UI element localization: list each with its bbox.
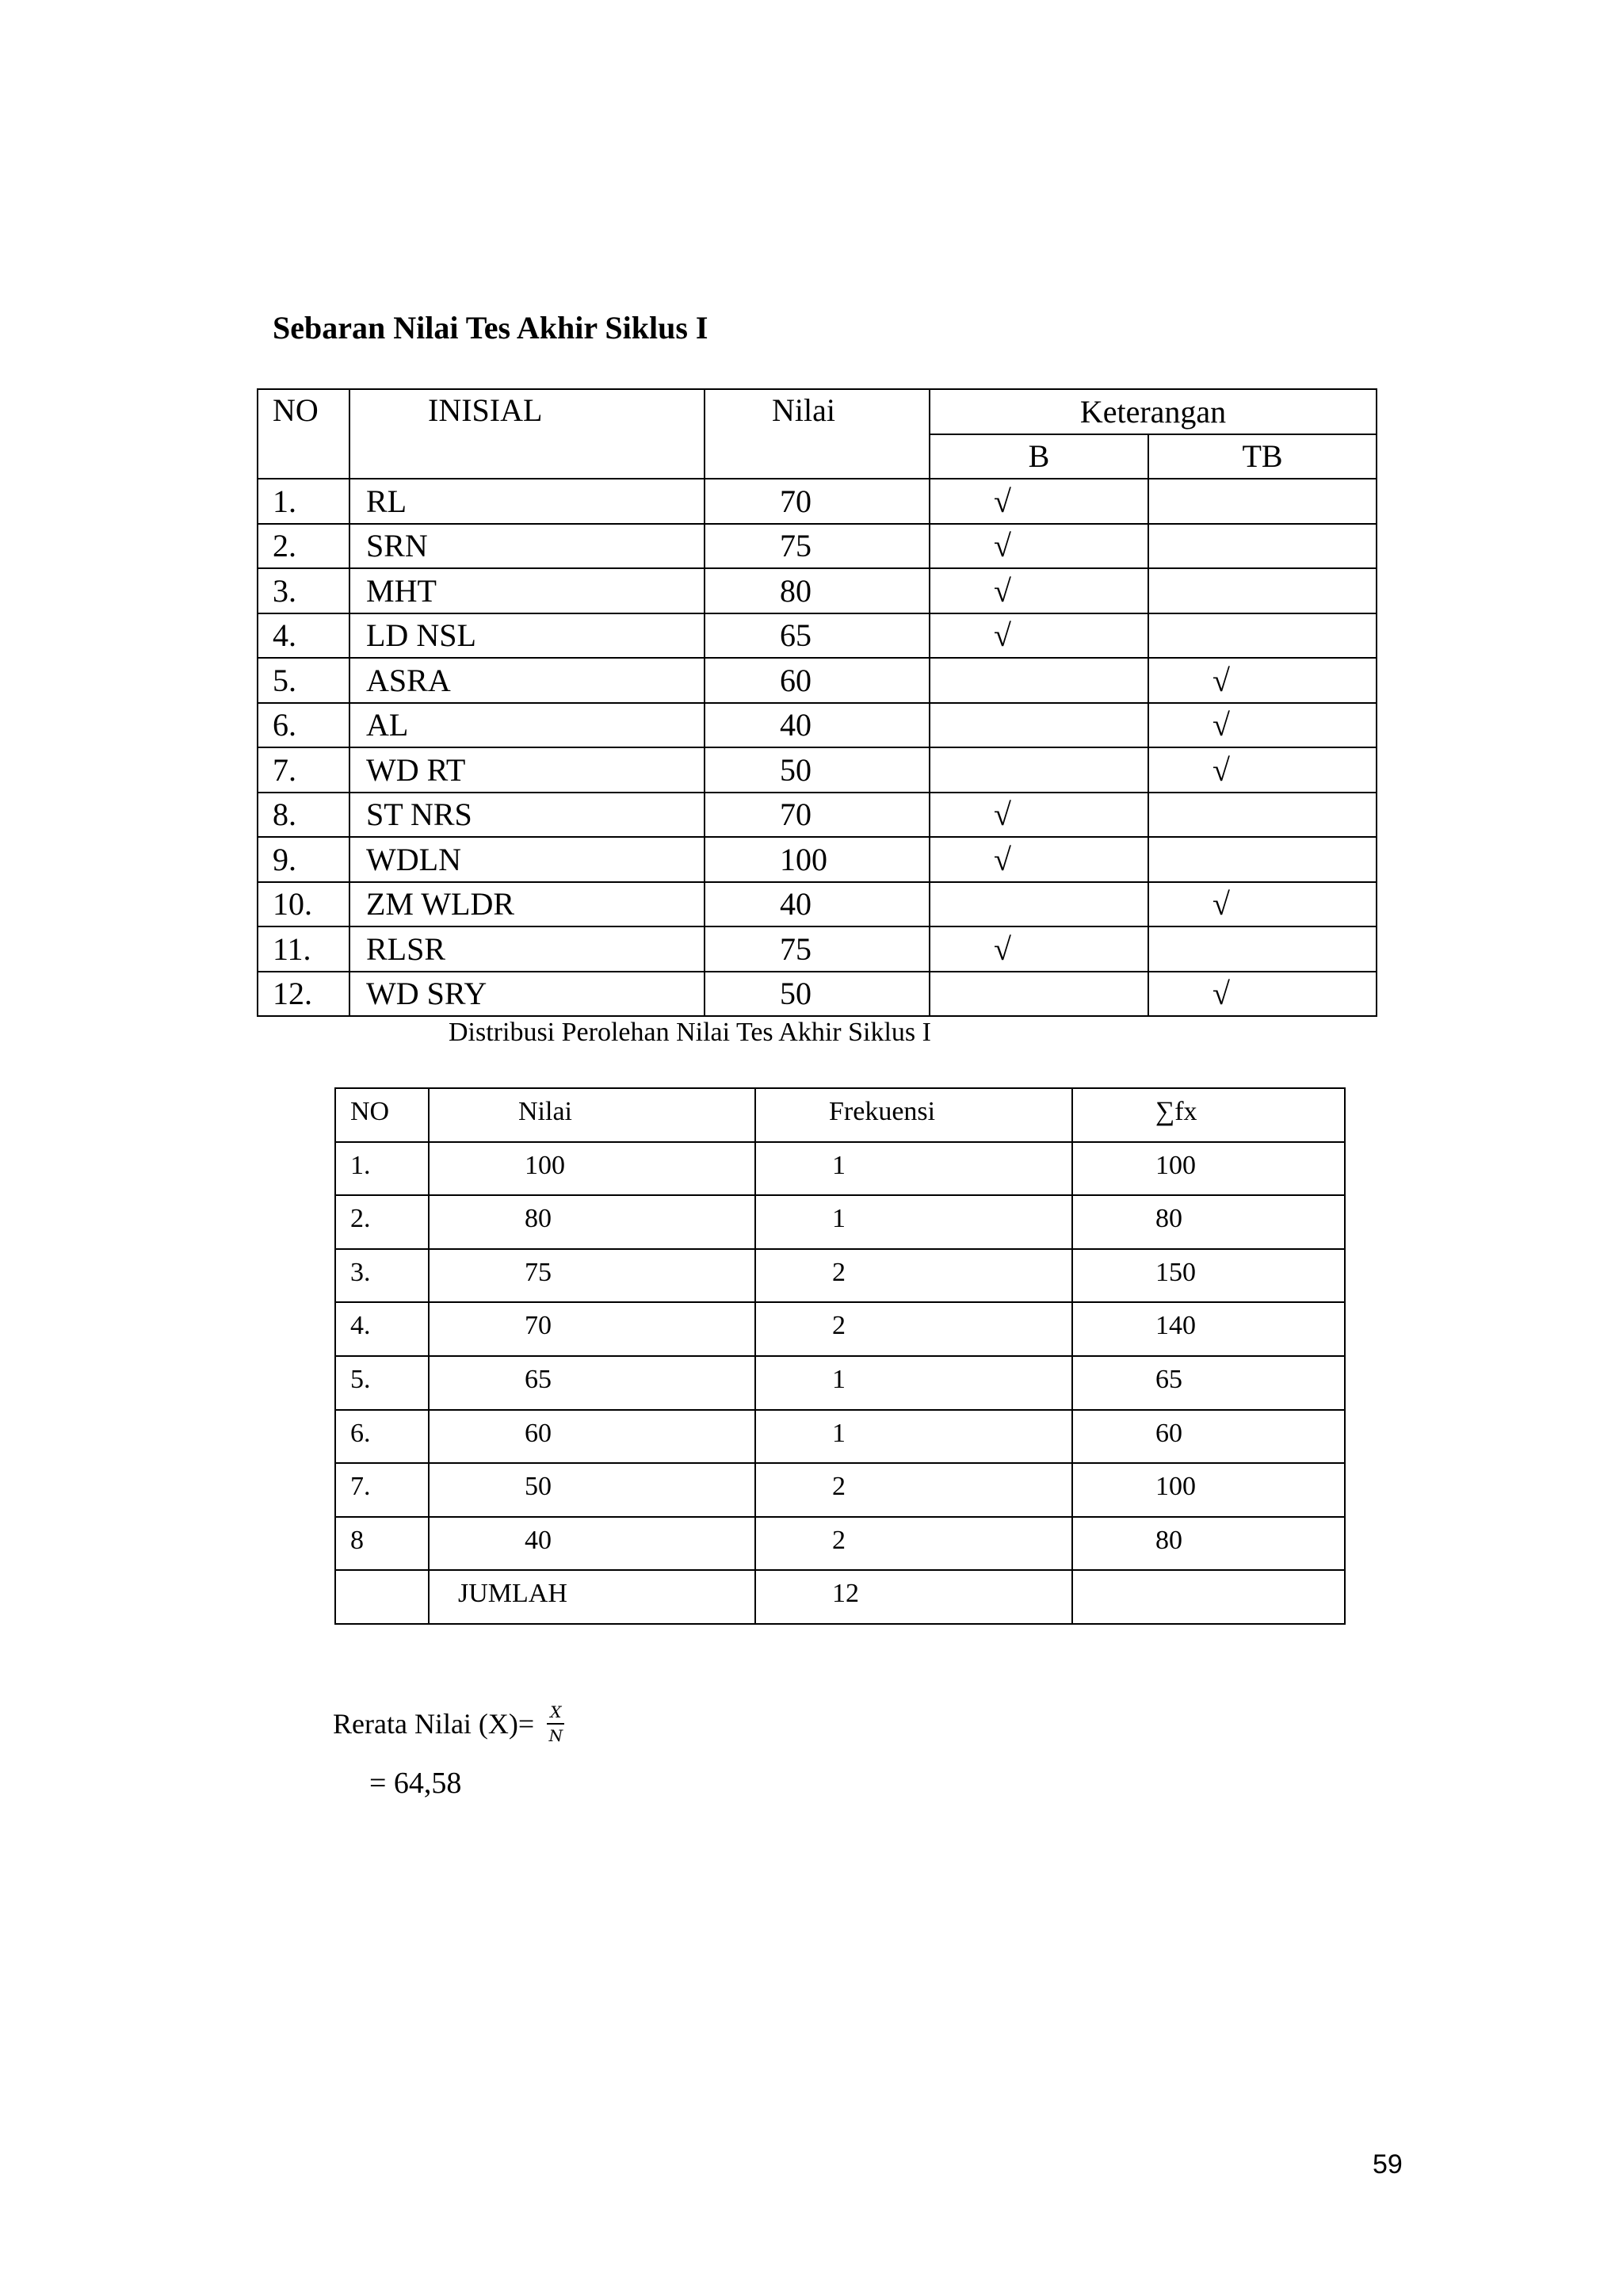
row-nilai: 65 <box>429 1356 755 1410</box>
distribution-table-body <box>335 1088 1345 1624</box>
row-no: 4. <box>258 613 349 659</box>
row-nilai: 50 <box>429 1463 755 1517</box>
row-check-tb: √ <box>1148 972 1377 1017</box>
row-frekuensi: 2 <box>755 1249 1072 1303</box>
score-table-body <box>258 389 1377 1016</box>
row-inisial: WD SRY <box>349 972 705 1017</box>
table-row <box>335 1463 1345 1517</box>
row-nilai: 80 <box>705 568 930 613</box>
table-row <box>335 1249 1345 1303</box>
row-inisial: MHT <box>349 568 705 613</box>
row-nilai: 40 <box>429 1517 755 1571</box>
row-sum-fx: 100 <box>1072 1142 1345 1196</box>
row-no: 2. <box>258 524 349 569</box>
page-number: 59 <box>1373 2149 1403 2179</box>
row-check-b <box>930 747 1148 793</box>
row-check-tb <box>1148 613 1377 659</box>
row-no: 6. <box>335 1410 429 1464</box>
row-no: 5. <box>335 1356 429 1410</box>
distribution-caption: Distribusi Perolehan Nilai Tes Akhir Siklus I <box>449 1018 931 1047</box>
row-no: 11. <box>258 926 349 972</box>
table-row <box>258 479 1377 524</box>
row-no: 8. <box>258 793 349 838</box>
row-frekuensi: 2 <box>755 1302 1072 1356</box>
row-no: 7. <box>335 1463 429 1517</box>
row-check-b: √ <box>930 926 1148 972</box>
row-nilai: 60 <box>429 1410 755 1464</box>
total-no <box>335 1570 429 1624</box>
row-sum-fx: 80 <box>1072 1517 1345 1571</box>
table-header-row <box>335 1088 1345 1142</box>
row-nilai: 50 <box>705 747 930 793</box>
row-frekuensi: 1 <box>755 1195 1072 1249</box>
row-frekuensi: 2 <box>755 1463 1072 1517</box>
row-check-tb <box>1148 524 1377 569</box>
table-row <box>335 1302 1345 1356</box>
table-row <box>258 658 1377 703</box>
row-sum-fx: 100 <box>1072 1463 1345 1517</box>
row-inisial: LD NSL <box>349 613 705 659</box>
row-check-tb: √ <box>1148 882 1377 927</box>
row-check-b: √ <box>930 479 1148 524</box>
row-check-b <box>930 703 1148 748</box>
row-sum-fx: 150 <box>1072 1249 1345 1303</box>
row-inisial: ASRA <box>349 658 705 703</box>
row-no: 7. <box>258 747 349 793</box>
table-row <box>335 1142 1345 1196</box>
header-nilai: Nilai <box>705 389 930 479</box>
table-row <box>335 1356 1345 1410</box>
total-sum-fx <box>1072 1570 1345 1624</box>
row-nilai: 50 <box>705 972 930 1017</box>
row-check-tb <box>1148 926 1377 972</box>
table-row <box>258 882 1377 927</box>
table-row <box>258 926 1377 972</box>
row-check-b <box>930 882 1148 927</box>
row-no: 6. <box>258 703 349 748</box>
row-nilai: 70 <box>705 793 930 838</box>
header-no: NO <box>335 1088 429 1142</box>
row-no: 5. <box>258 658 349 703</box>
row-nilai: 40 <box>705 882 930 927</box>
table-row <box>335 1195 1345 1249</box>
total-row <box>335 1570 1345 1624</box>
header-keterangan: Keterangan <box>930 389 1377 434</box>
row-inisial: ZM WLDR <box>349 882 705 927</box>
row-check-tb: √ <box>1148 703 1377 748</box>
table-row <box>258 524 1377 569</box>
row-no: 1. <box>258 479 349 524</box>
fraction-denominator: N <box>548 1726 563 1745</box>
distribution-table <box>334 1087 1346 1625</box>
row-check-tb: √ <box>1148 747 1377 793</box>
table-row <box>258 568 1377 613</box>
row-check-b: √ <box>930 613 1148 659</box>
row-frekuensi: 2 <box>755 1517 1072 1571</box>
row-nilai: 100 <box>705 837 930 882</box>
row-nilai: 60 <box>705 658 930 703</box>
row-no: 1. <box>335 1142 429 1196</box>
table-row <box>258 703 1377 748</box>
total-frekuensi: 12 <box>755 1570 1072 1624</box>
row-no: 8 <box>335 1517 429 1571</box>
row-check-b <box>930 658 1148 703</box>
row-check-b: √ <box>930 524 1148 569</box>
row-frekuensi: 1 <box>755 1142 1072 1196</box>
row-nilai: 65 <box>705 613 930 659</box>
row-sum-fx: 80 <box>1072 1195 1345 1249</box>
row-no: 3. <box>258 568 349 613</box>
table-row <box>258 972 1377 1017</box>
page-title: Sebaran Nilai Tes Akhir Siklus I <box>273 310 708 346</box>
row-inisial: RLSR <box>349 926 705 972</box>
row-check-b <box>930 972 1148 1017</box>
table-row <box>335 1517 1345 1571</box>
row-frekuensi: 1 <box>755 1410 1072 1464</box>
row-no: 12. <box>258 972 349 1017</box>
row-nilai: 70 <box>429 1302 755 1356</box>
mean-result: = 64,58 <box>369 1767 462 1800</box>
row-inisial: ST NRS <box>349 793 705 838</box>
row-nilai: 80 <box>429 1195 755 1249</box>
row-inisial: AL <box>349 703 705 748</box>
row-sum-fx: 65 <box>1072 1356 1345 1410</box>
table-row <box>258 747 1377 793</box>
row-sum-fx: 140 <box>1072 1302 1345 1356</box>
header-b: B <box>930 434 1148 479</box>
header-tb: TB <box>1148 434 1377 479</box>
fraction <box>547 1704 564 1744</box>
row-no: 3. <box>335 1249 429 1303</box>
row-nilai: 70 <box>705 479 930 524</box>
total-label: JUMLAH <box>429 1570 755 1624</box>
row-nilai: 75 <box>705 524 930 569</box>
row-check-tb <box>1148 568 1377 613</box>
row-inisial: WDLN <box>349 837 705 882</box>
header-frekuensi: Frekuensi <box>755 1088 1072 1142</box>
fraction-numerator: X <box>547 1704 564 1725</box>
row-nilai: 100 <box>429 1142 755 1196</box>
table-row <box>258 613 1377 659</box>
row-no: 4. <box>335 1302 429 1356</box>
row-nilai: 40 <box>705 703 930 748</box>
row-check-tb: √ <box>1148 658 1377 703</box>
row-inisial: WD RT <box>349 747 705 793</box>
header-no: NO <box>258 389 349 479</box>
row-check-b: √ <box>930 793 1148 838</box>
header-sum-fx: ∑fx <box>1072 1088 1345 1142</box>
row-inisial: RL <box>349 479 705 524</box>
row-check-tb <box>1148 793 1377 838</box>
mean-formula-label: Rerata Nilai (X)= <box>333 1708 535 1740</box>
table-row <box>258 837 1377 882</box>
row-no: 9. <box>258 837 349 882</box>
row-sum-fx: 60 <box>1072 1410 1345 1464</box>
row-nilai: 75 <box>429 1249 755 1303</box>
header-nilai: Nilai <box>429 1088 755 1142</box>
header-inisial: INISIAL <box>349 389 705 479</box>
row-check-tb <box>1148 837 1377 882</box>
table-row <box>335 1410 1345 1464</box>
score-table <box>257 388 1377 1017</box>
row-inisial: SRN <box>349 524 705 569</box>
table-row <box>258 793 1377 838</box>
row-check-b: √ <box>930 837 1148 882</box>
mean-formula <box>333 1704 564 1744</box>
row-no: 2. <box>335 1195 429 1249</box>
row-check-tb <box>1148 479 1377 524</box>
row-nilai: 75 <box>705 926 930 972</box>
row-frekuensi: 1 <box>755 1356 1072 1410</box>
row-check-b: √ <box>930 568 1148 613</box>
row-no: 10. <box>258 882 349 927</box>
table-header-row <box>258 389 1377 434</box>
